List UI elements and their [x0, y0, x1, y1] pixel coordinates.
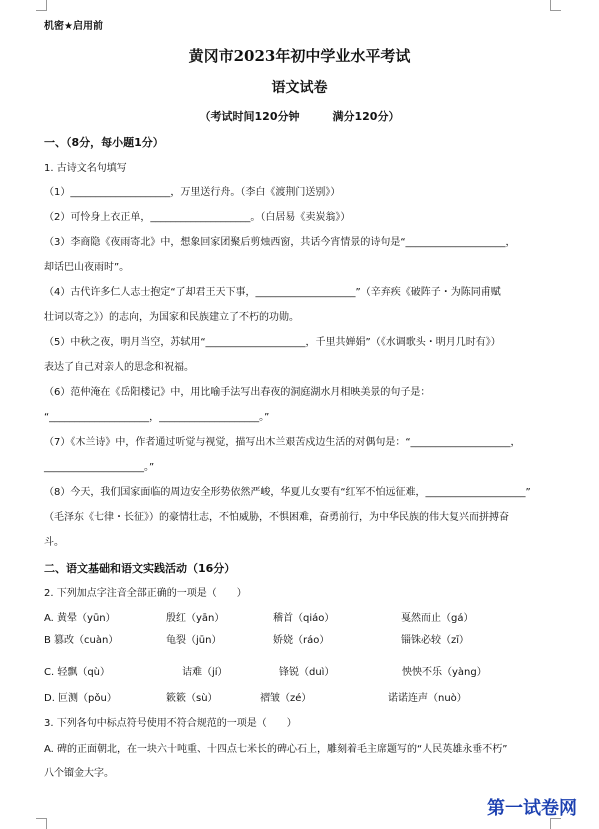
- q1-line: （7）《木兰诗》中，作者通过听觉与视觉，描写出木兰艰苦戍边生活的对偶句是：“____________________，: [44, 437, 521, 448]
- q3-title: 3. 下列各句中标点符号使用不符合规范的一项是（ ）: [44, 718, 297, 729]
- q3-line: 八个镏金大字。: [44, 768, 114, 779]
- q1-line: 却话巴山夜雨时”。: [44, 262, 130, 273]
- q2-option: 诺诺连声（nuò）: [388, 693, 467, 704]
- q2-option: 锱铢必较（zī）: [401, 635, 470, 646]
- q1-line: （1）____________________，万里送行舟。（李白《渡荆门送别》）: [44, 187, 341, 198]
- q2-option: 龟裂（jūn）: [166, 635, 222, 646]
- q1-line: （6）范仲淹在《岳阳楼记》中，用比喻手法写出春夜的洞庭湖水月相映美景的句子是：: [44, 387, 431, 398]
- q1-line: “____________________，____________________。”: [44, 412, 270, 423]
- section-2-heading: 二、语文基础和语文实践活动（16分）: [44, 562, 236, 575]
- exam-subject: 语文试卷: [271, 80, 328, 96]
- q1-line: 壮词以寄之》）的志向，为国家和民族建立了不朽的功勋。: [44, 312, 299, 323]
- q1-line: （3）李商隐《夜雨寄北》中，想象回家团聚后剪烛西窗，共话今宵情景的诗句是“____________________，: [44, 237, 516, 248]
- confidential-label: 机密★启用前: [44, 21, 103, 32]
- q2-option: 诘难（jí）: [182, 667, 228, 678]
- exam-info: （考试时间120分钟 满分120分）: [199, 110, 400, 123]
- q3-line: A. 碑的正面朝北，在一块六十吨重、十四点七米长的碑心石上，雕刻着毛主席题写的“人民英雄永垂不朽”: [44, 744, 508, 755]
- q1-line: 表达了自己对亲人的思念和祝福。: [44, 362, 194, 373]
- q2-option: 褶皱（zé）: [260, 693, 312, 704]
- q2-option: 簌簌（sù）: [166, 693, 218, 704]
- site-watermark: 第一试卷网: [487, 798, 577, 819]
- q2-option: 殷红（yān）: [166, 613, 225, 624]
- crop-mark-top-left: [36, 0, 47, 11]
- crop-mark-bottom-left: [36, 818, 47, 829]
- q2-option: 稽首（qiáo）: [273, 613, 335, 624]
- q1-line: （8）今天，我们国家面临的周边安全形势依然严峻，华夏儿女要有“红军不怕远征难，____________________”: [44, 487, 531, 498]
- q2-option: C. 轻飘（qù）: [44, 667, 111, 678]
- q2-option: D. 叵测（pǒu）: [44, 693, 117, 704]
- q2-option: A. 黄晕（yūn）: [44, 613, 116, 624]
- q1-line: （毛泽东《七律・长征》）的豪情壮志，不怕威胁，不惧困难，奋勇前行，为中华民族的伟大复兴而拼搏奋: [44, 512, 509, 523]
- q1-line: （2）可怜身上衣正单，____________________。（白居易《卖炭翁》）: [44, 212, 351, 223]
- q1-title: 1. 古诗文名句填写: [44, 163, 127, 174]
- exam-title: 黄冈市2023年初中学业水平考试: [188, 47, 411, 65]
- crop-mark-top-right: [550, 0, 561, 11]
- q2-option: 怏怏不乐（yàng）: [402, 667, 487, 678]
- q1-line: （4）古代许多仁人志士抱定“了却君王天下事，____________________”（辛弃疾《破阵子・为陈同甫赋: [44, 287, 501, 298]
- q1-line: ____________________。”: [44, 462, 155, 473]
- q1-line: 斗。: [44, 537, 64, 548]
- q2-title: 2. 下列加点字注音全部正确的一项是（ ）: [44, 588, 247, 599]
- q2-option: B 篡改（cuàn）: [44, 635, 119, 646]
- section-1-heading: 一、（8分，每小题1分）: [44, 136, 164, 149]
- q2-option: 锋锐（duì）: [279, 667, 335, 678]
- q2-option: 戛然而止（gá）: [401, 613, 474, 624]
- q1-line: （5）中秋之夜，明月当空，苏轼用“____________________，千里共婵娟”（《水调歌头・明月几时有》）: [44, 337, 501, 348]
- q2-option: 娇娆（ráo）: [273, 635, 330, 646]
